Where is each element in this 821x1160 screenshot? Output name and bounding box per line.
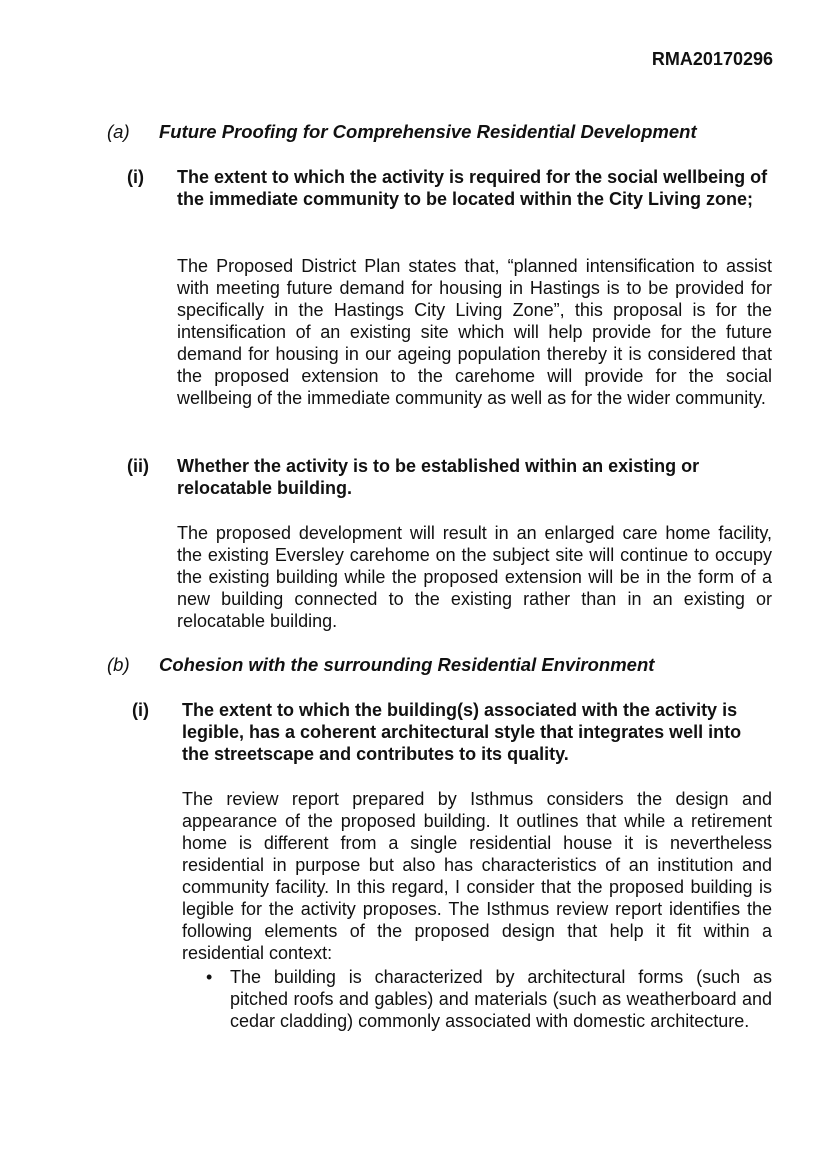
- section-b-title: Cohesion with the surrounding Residential Environment: [159, 654, 655, 675]
- section-a-label: (a): [107, 121, 130, 142]
- item-b-i-label: (i): [132, 700, 149, 720]
- item-b-i-heading: The extent to which the building(s) associated with the activity is legible, has a coherent architectural style that integrates well into the streetscape and contributes to its quality.: [182, 700, 742, 764]
- bullet-icon: •: [206, 967, 213, 987]
- section-b-heading: [107, 654, 654, 676]
- section-a-title: Future Proofing for Comprehensive Residential Development: [159, 121, 697, 142]
- section-b-label: (b): [107, 654, 130, 675]
- item-a-ii-label: (ii): [127, 456, 149, 476]
- document-reference: RMA20170296: [651, 49, 773, 69]
- item-a-i-label: (i): [127, 167, 144, 187]
- item-a-ii-heading: Whether the activity is to be established within an existing or relocatable building.: [177, 456, 700, 498]
- item-b-i-body: The review report prepared by Isthmus considers the design and appearance of the proposed building. It outlines that while a retirement home is different from a single residential house it is nevertheless residential in purpose but also has characteristics of an institution and community facility. In this regard, I consider that the proposed building is legible for the activity proposes. The Isthmus review report identifies the following elements of the proposed design that help it fit within a residential context:: [182, 789, 772, 963]
- section-a-heading: [107, 121, 697, 143]
- item-b-i-bullet-list: [206, 966, 772, 1032]
- list-item-text: The building is characterized by architectural forms (such as pitched roofs and gables) and materials (such as weatherboard and cedar cladding) commonly associated with domestic architecture.: [230, 967, 772, 1031]
- item-a-i-heading: The extent to which the activity is required for the social wellbeing of the immediate community to be located within the City Living zone;: [177, 167, 768, 209]
- item-a-ii-body: The proposed development will result in an enlarged care home facility, the existing Eversley carehome on the subject site will continue to occupy the existing building while the proposed extension will be in the form of a new building connected to the existing rather than in an existing or relocatable building.: [177, 523, 772, 631]
- item-a-i-body: The Proposed District Plan states that, “planned intensification to assist with meeting future demand for housing in Hastings is to be provided for specifically in the Hastings City Living Zone”, this proposal is for the intensification of an existing site which will help provide for the future demand for housing in our ageing population thereby it is considered that the proposed extension to the carehome will provide for the social wellbeing of the immediate community as well as for the wider community.: [177, 256, 772, 408]
- list-item: [206, 966, 772, 1032]
